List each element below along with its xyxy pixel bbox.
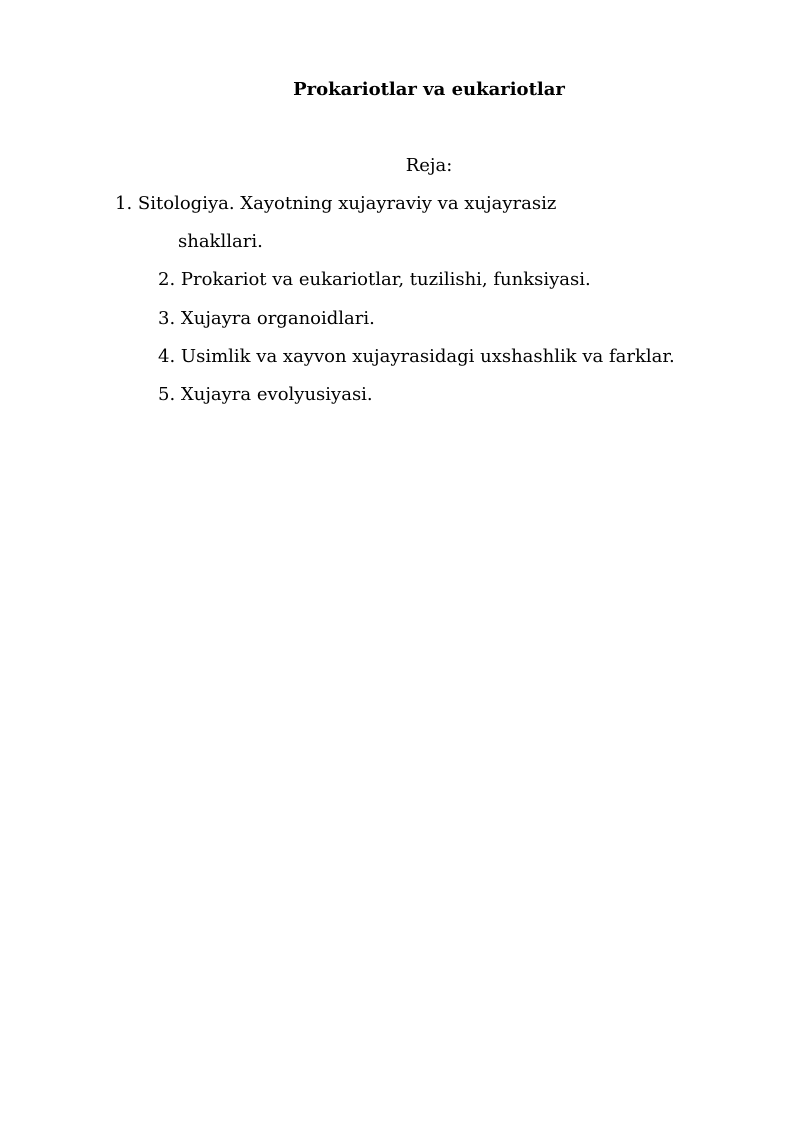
plan-item-text: Usimlik va xayvon xujayrasidagi uxshashlik va farklar. [180,346,675,367]
plan-item-text: Xujayra evolyusiyasi. [180,384,373,405]
plan-item-1-continuation: shakllari. [178,231,263,252]
plan-item-number: 2. [158,269,176,290]
document-title: Prokariotlar va eukariotlar [293,79,565,100]
plan-item-text: Xujayra organoidlari. [180,308,375,329]
plan-item-4 [158,345,675,369]
plan-item-text: Sitologiya. Xayotning xujayraviy va xujayrasiz [137,193,557,214]
plan-item-2 [158,268,591,292]
plan-item-3 [158,307,375,331]
plan-item-number: 1. [115,193,133,214]
plan-item-number: 3. [158,308,176,329]
plan-item-number: 4. [158,346,176,367]
plan-heading: Reja: [405,155,453,176]
plan-item-number: 5. [158,384,176,405]
plan-item-text: Prokariot va eukariotlar, tuzilishi, funksiyasi. [180,269,591,290]
plan-item-1 [115,192,556,216]
plan-item-5 [158,383,373,407]
